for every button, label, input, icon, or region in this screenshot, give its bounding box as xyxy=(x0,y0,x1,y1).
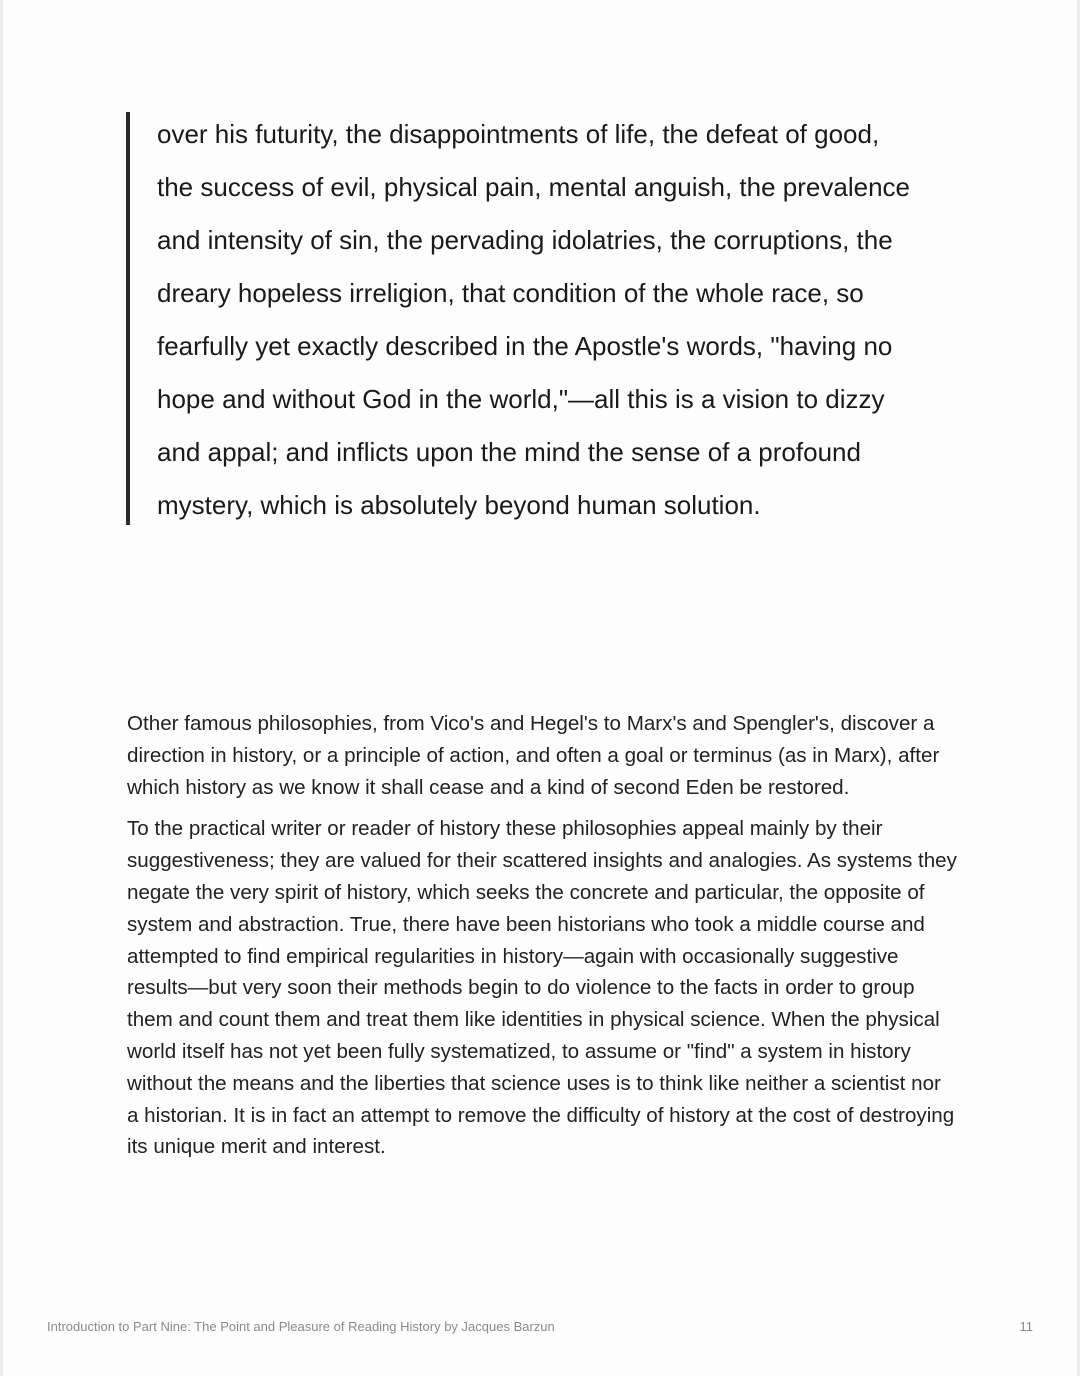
quote-line: over his futurity, the disappointments of life, the defeat of good, xyxy=(157,119,880,149)
quote-line: dreary hopeless irreligion, that condition of the whole race, so xyxy=(157,278,864,308)
paragraph: Other famous philosophies, from Vico's and Hegel's to Marx's and Spengler's, discover a direction in history, or a principle of action, and often a goal or terminus (as in Marx), after which history as we know it shall cease and a kind of second Eden be restored. xyxy=(127,712,940,799)
quote-line: the success of evil, physical pain, mental anguish, the prevalence xyxy=(157,172,910,202)
footer-title: Introduction to Part Nine: The Point and Pleasure of Reading History by Jacques Barzun xyxy=(47,1318,555,1334)
quote-line: and appal; and inflicts upon the mind the sense of a profound xyxy=(157,437,861,467)
paragraph: To the practical writer or reader of history these philosophies appeal mainly by their suggestiveness; they are valued for their scattered insights and analogies. As systems they negate the very spirit of history, which seeks the concrete and particular, the opposite of system and abstraction. True, there have been historians who took a middle course and attempted to find empirical regularities in history—again with occasionally suggestive results—but very soon their methods begin to do violence to the facts in order to group them and count them and treat them like identities in physical science. When the physical world itself has not yet been fully systematized, to assume or "find" a system in history without the means and the liberties that science uses is to think like neither a scientist nor a historian. It is in fact an attempt to remove the difficulty of history at the cost of destroying its unique merit and interest. xyxy=(127,817,957,1159)
quote-line: hope and without God in the world,"—all this is a vision to dizzy xyxy=(157,384,885,414)
blockquote xyxy=(126,112,938,525)
page-footer xyxy=(47,1316,1033,1336)
page-left-edge xyxy=(0,0,3,1376)
quote-line: and intensity of sin, the pervading idolatries, the corruptions, the xyxy=(157,225,893,255)
page-number: 11 xyxy=(1019,1318,1033,1334)
quote-line: fearfully yet exactly described in the Apostle's words, "having no xyxy=(157,331,893,361)
body-text xyxy=(127,708,957,1173)
quote-line: mystery, which is absolutely beyond human solution. xyxy=(157,490,761,520)
